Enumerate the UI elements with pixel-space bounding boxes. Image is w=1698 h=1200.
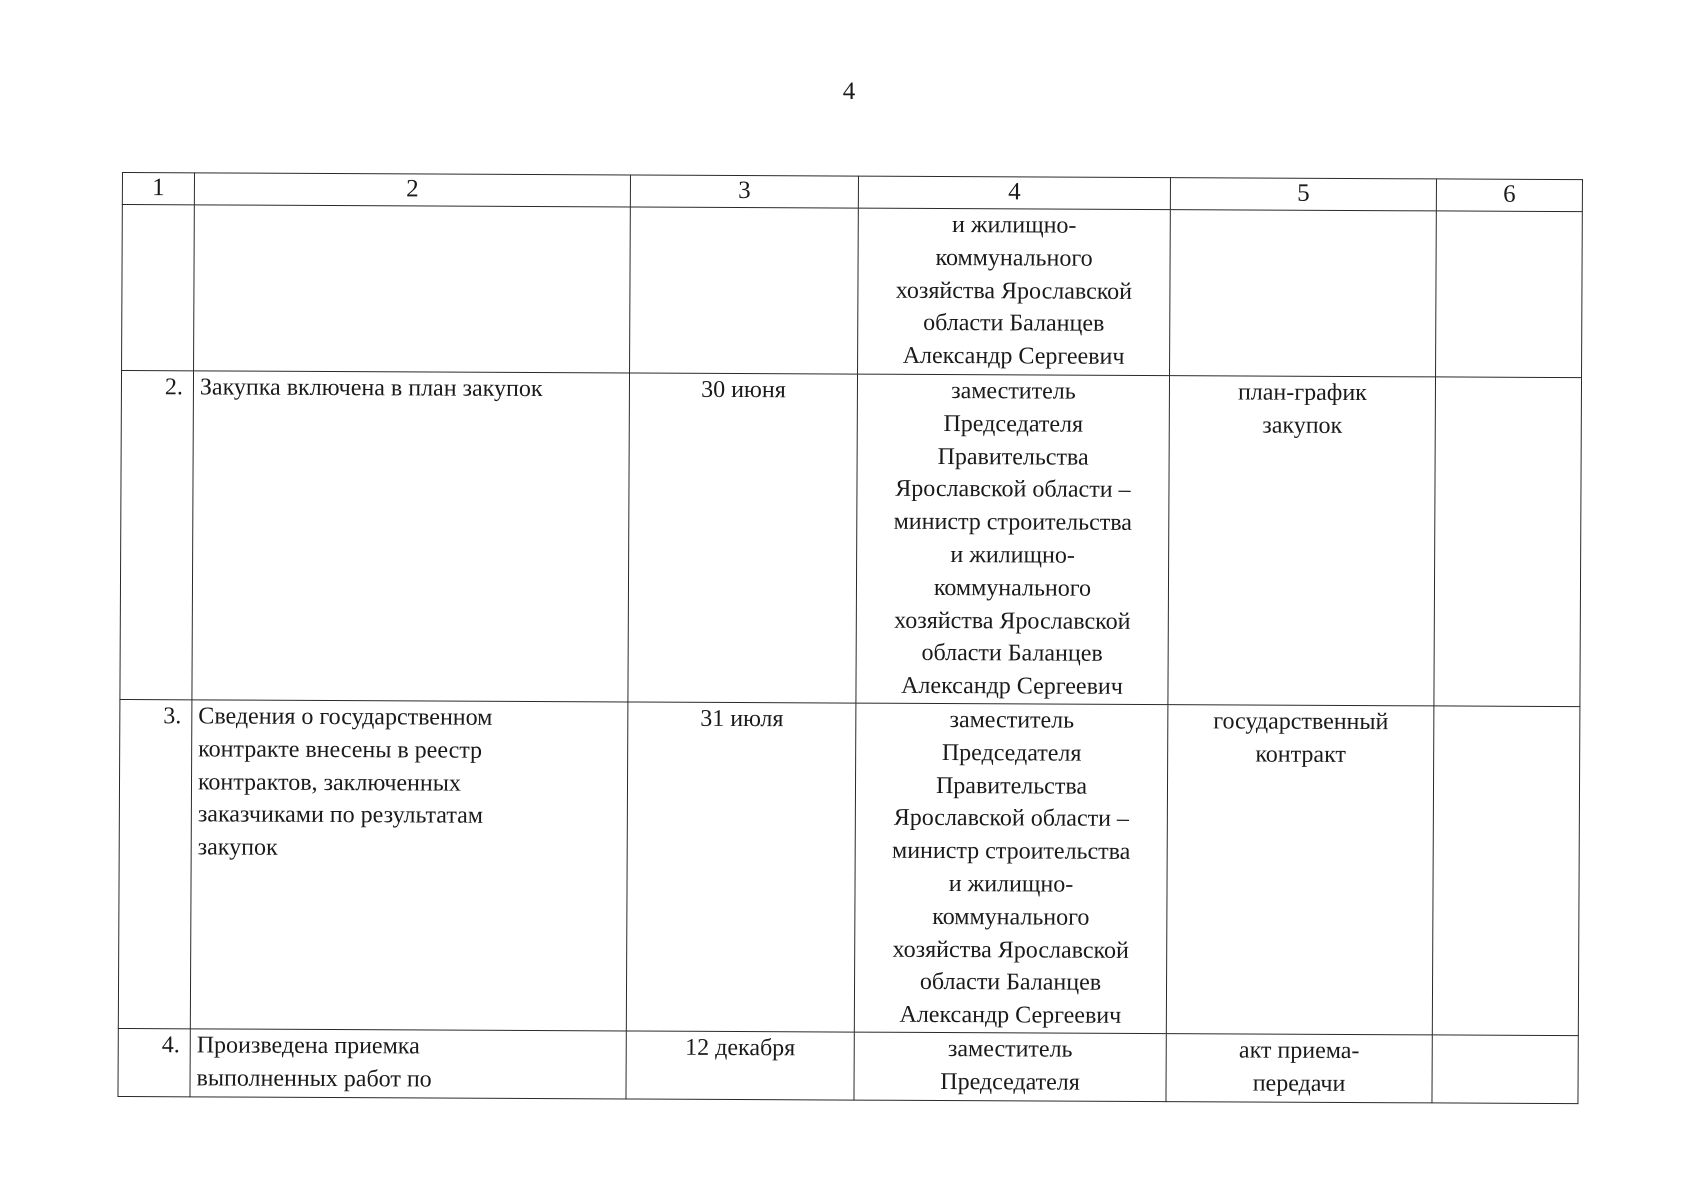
document-text [1177,210,1430,211]
document-cell [1166,1034,1432,1103]
responsible-cell [856,374,1170,704]
deadline-cell [628,373,858,703]
table-row [118,699,1580,1035]
deadline-cell [630,207,859,374]
responsible-text: заместитель Председателя [940,1035,1080,1096]
responsible-cell [854,1032,1166,1102]
responsible-cell [858,208,1171,376]
column-number: 3 [630,175,858,208]
row-number-cell [120,371,194,700]
column-6-text [1439,1035,1572,1036]
column-6-cell [1434,377,1582,707]
column-number: 1 [122,173,194,205]
responsible-text: заместитель Председателя Правительства Ярославской области – министр строительства и жилищно- коммунального хозяйства Ярославской области Баланцев Александр Сергеевич [893,378,1133,701]
event-text: Произведена приемка выполненных работ по [196,1032,432,1093]
document-cell [1166,705,1434,1035]
table-row [122,205,1583,378]
event-cell [190,1029,626,1099]
row-number: 2. [164,374,184,401]
document-text: государственный контракт [1213,708,1389,768]
event-cell [192,371,630,702]
row-number: 4. [161,1032,180,1059]
responsible-cell [854,703,1168,1033]
row-number-cell [122,205,195,371]
event-cell [190,700,628,1031]
document-text: план-график закупок [1237,379,1367,439]
row-number: 3. [163,703,182,730]
column-6-cell [1436,211,1583,378]
column-6-text [1443,211,1576,212]
deadline-text: 12 декабря [685,1034,796,1062]
deadline-cell [626,702,856,1032]
responsible-text: и жилищно- коммунального хозяйства Ярославской области Баланцев Александр Сергеевич [895,212,1133,371]
table-row [120,371,1582,707]
table-row [118,1028,1578,1103]
column-6-cell [1432,1035,1578,1104]
document-text: акт приема- передачи [1238,1037,1360,1097]
event-cell [194,205,631,373]
column-number: 4 [858,176,1170,210]
row-number-cell [118,1028,190,1096]
column-6-text [1442,377,1575,378]
event-text [201,205,624,207]
responsible-text: заместитель Председателя Правительства Ярославской области – министр строительства и жилищно- коммунального хозяйства Ярославской области Баланцев Александр Сергеевич [891,707,1131,1030]
row-number-cell [118,699,192,1028]
column-number: 2 [194,173,630,207]
deadline-text: 30 июня [701,376,786,404]
deadline-text: 31 июля [700,705,784,733]
column-6-text [1440,706,1573,707]
plan-table [117,172,1583,1104]
document-cell [1168,376,1436,706]
column-number: 5 [1170,178,1436,211]
event-text: Сведения о государственном контракте внесены в реестр контрактов, заключенных заказчиками по результатам закупок [197,703,493,861]
column-6-cell [1432,706,1580,1036]
document-cell [1170,210,1437,377]
deadline-text [637,208,852,209]
page-number: 4 [842,78,856,105]
column-number: 6 [1436,179,1582,212]
event-text: Закупка включена в план закупок [199,374,543,403]
deadline-cell [626,1031,854,1100]
